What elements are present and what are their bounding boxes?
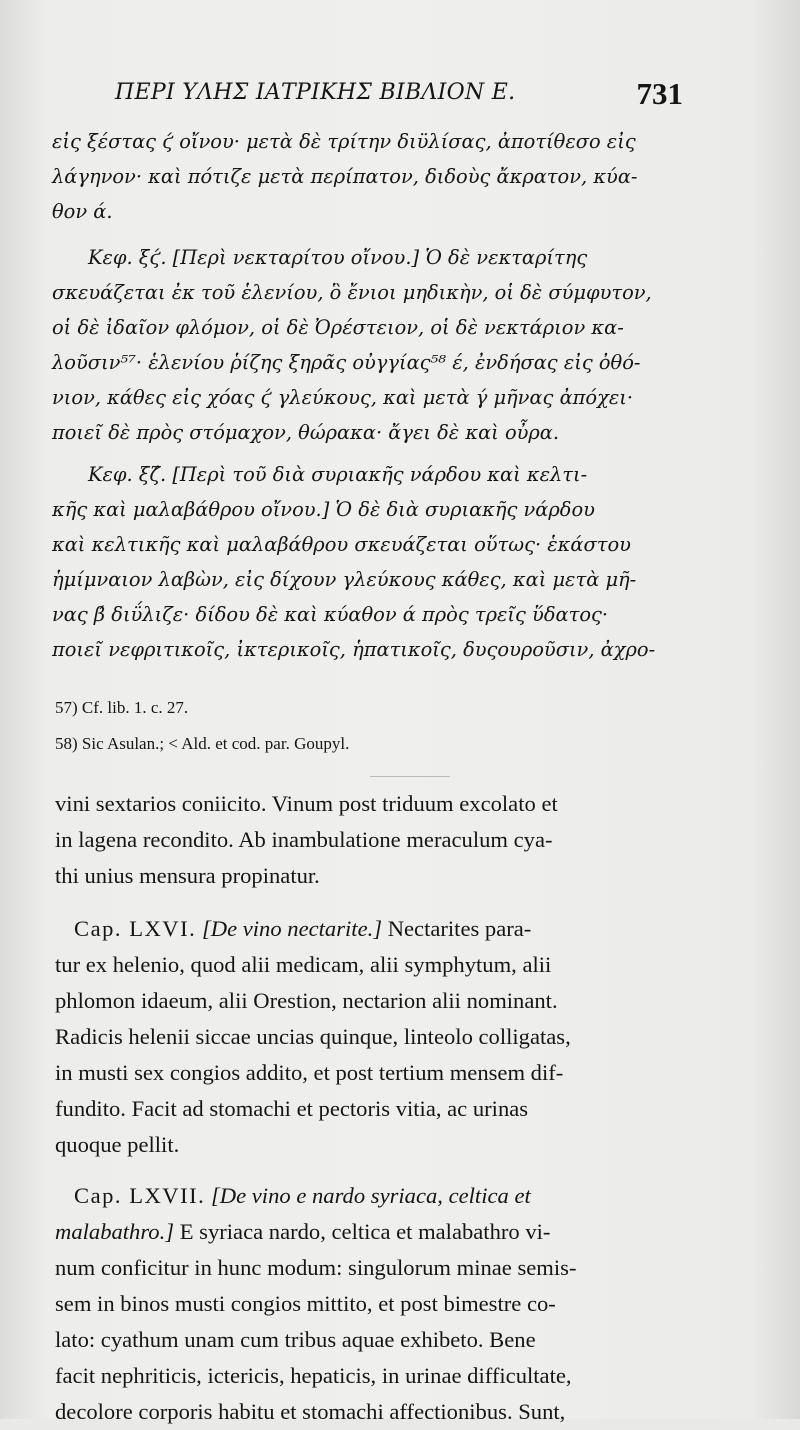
greek-line: Κεφ. ξζ́. [Περὶ τοῦ διὰ συριακῆς νάρδου καὶ κελτι- xyxy=(88,463,588,486)
greek-text-block xyxy=(52,124,680,229)
greek-chapter-67 xyxy=(52,457,680,667)
latin-line xyxy=(55,1214,685,1250)
latin-chapter-67 xyxy=(55,1178,685,1430)
chapter-label: Cap. LXVII. xyxy=(74,1183,206,1208)
latin-line: tur ex helenio, quod alii medicam, alii symphytum, alii xyxy=(55,952,552,977)
greek-line: οἱ δὲ ἰδαῖον φλόμον, οἱ δὲ Ὀρέστειον, οἱ δὲ νεκτάριον κα- xyxy=(52,316,624,339)
greek-chapter-66 xyxy=(52,240,680,450)
footnote-57: 57) Cf. lib. 1. c. 27. xyxy=(55,698,189,717)
page-number: 731 xyxy=(636,76,683,111)
greek-line: Κεφ. ξϛ́. [Περὶ νεκταρίτου οἴνου.] Ὁ δὲ νεκταρίτης xyxy=(88,246,588,269)
chapter-title: [De vino nectarite.] xyxy=(201,916,383,941)
greek-line: κῆς καὶ μαλαβάθρου οἴνου.] Ὁ δὲ διὰ συριακῆς νάρδου xyxy=(52,498,595,521)
latin-line: lato: cyathum unam cum tribus aquae exhibeto. Bene xyxy=(55,1327,536,1352)
section-divider xyxy=(370,776,450,777)
greek-line: ἡμίμναιον λαβὼν, εἰς δίχουν γλεύκους κάθες, καὶ μετὰ μῆ- xyxy=(52,568,637,591)
latin-line: fundito. Facit ad stomachi et pectoris vitia, ac urinas xyxy=(55,1096,529,1121)
latin-line: in lagena recondito. Ab inambulatione meraculum cya- xyxy=(55,827,553,852)
latin-chapter-66 xyxy=(55,911,685,1163)
latin-line: vini sextarios coniicito. Vinum post triduum excolato et xyxy=(55,791,558,816)
latin-line: Radicis helenii siccae uncias quinque, linteolo colligatas, xyxy=(55,1024,571,1049)
greek-line: λάγηνον· καὶ πότιζε μετὰ περίπατον, διδοὺς ἄκρατον, κύα- xyxy=(52,165,638,188)
greek-line: καὶ κελτικῆς καὶ μαλαβάθρου σκευάζεται οὕτως· ἑκάστου xyxy=(52,533,631,556)
greek-line: λοῦσιν⁵⁷· ἑλενίου ῥίζης ξηρᾶς οὐγγίας⁵⁸ έ, ἐνδήσας εἰς ὀθό- xyxy=(52,351,641,374)
latin-line xyxy=(55,911,685,947)
greek-line: ποιεῖ νεφριτικοῖς, ἰκτερικοῖς, ἡπατικοῖς, δυςουροῦσιν, ἀχρο- xyxy=(52,638,656,661)
greek-line: ποιεῖ δὲ πρὸς στόμαχον, θώρακα· ἄγει δὲ καὶ οὖρα. xyxy=(52,421,560,444)
greek-line: νιον, κάθες εἰς χόας ϛ́ γλεύκους, καὶ μετὰ γ́ μῆνας ἀπόχει· xyxy=(52,386,634,409)
chapter-title: malabathro.] xyxy=(55,1219,175,1244)
greek-line: νας β́ διΰλιζε· δίδου δὲ καὶ κύαθον ά πρὸς τρεῖς ὕδατος· xyxy=(52,603,609,626)
latin-line: quoque pellit. xyxy=(55,1132,180,1157)
latin-text-block xyxy=(55,786,685,894)
running-title: ΠΕΡΙ ΥΛΗΣ ΙΑΤΡΙΚΗΣ ΒΙΒΛΙΟΝ Ε. xyxy=(115,80,516,105)
greek-line: θον ά. xyxy=(52,200,113,223)
latin-line: in musti sex congios addito, et post tertium mensem dif- xyxy=(55,1060,564,1085)
latin-text: E syriaca nardo, celtica et malabathro vi- xyxy=(174,1219,551,1244)
latin-line: decolore corporis habitu et stomachi affectionibus. Sunt, xyxy=(55,1399,566,1424)
footnote-58: 58) Sic Asulan.; < Ald. et cod. par. Goupyl. xyxy=(55,734,350,753)
latin-line: num conficitur in hunc modum: singulorum minae semis- xyxy=(55,1255,577,1280)
latin-line: thi unius mensura propinatur. xyxy=(55,863,320,888)
greek-line: εἰς ξέστας ϛ́ οἴνου· μετὰ δὲ τρίτην διϋλίσας, ἀποτίθεσο εἰς xyxy=(52,130,636,153)
chapter-label: Cap. LXVI. xyxy=(74,916,197,941)
latin-text: Nectarites para- xyxy=(382,916,532,941)
latin-line xyxy=(55,1178,685,1214)
page-header xyxy=(115,74,683,114)
latin-line: sem in binos musti congios mittito, et post bimestre co- xyxy=(55,1291,556,1316)
latin-line: facit nephriticis, ictericis, hepaticis, in urinae difficultate, xyxy=(55,1363,572,1388)
footnotes xyxy=(55,690,675,762)
latin-line: phlomon idaeum, alii Orestion, nectarion alii nominant. xyxy=(55,988,558,1013)
greek-line: σκευάζεται ἐκ τοῦ ἑλενίου, ὃ ἔνιοι μηδικὴν, οἱ δὲ σύμφυτον, xyxy=(52,281,652,304)
chapter-title: [De vino e nardo syriaca, celtica et xyxy=(210,1183,531,1208)
